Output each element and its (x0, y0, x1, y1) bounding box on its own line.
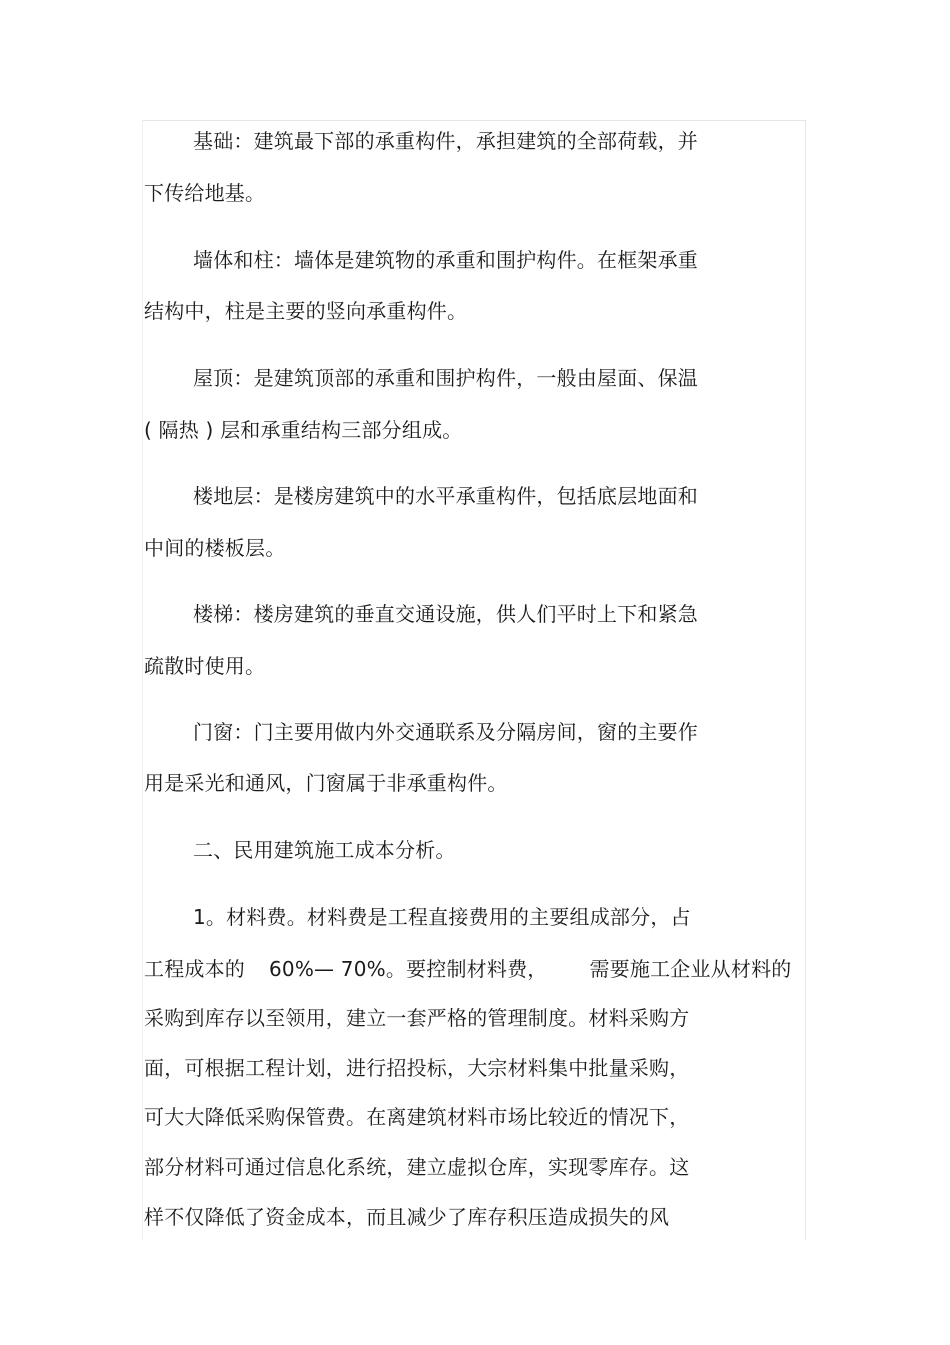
paragraph-material-cost-line-5: 可大大降低采购保管费。在离建筑材料市场比较近的情况下， (144, 1105, 690, 1129)
paragraph-material-cost-line-3: 采购到库存以至领用，建立一套严格的管理制度。材料采购方 (144, 1006, 690, 1030)
paragraph-material-cost-line-4: 面，可根据工程计划，进行招投标，大宗材料集中批量采购， (144, 1056, 690, 1080)
paragraph-material-cost-line-1: 1。材料费。材料费是工程直接费用的主要组成部分，占 (193, 905, 691, 929)
paragraph-floors-line-1: 楼地层：是楼房建筑中的水平承重构件，包括底层地面和 (193, 484, 698, 508)
line-segment-a: 工程成本的 (144, 957, 245, 981)
line-segment-c: 需要施工企业从材料的 (589, 957, 792, 981)
paragraph-roof-line-1: 屋顶：是建筑顶部的承重和围护构件，一般由屋面、保温 (193, 366, 698, 390)
paragraph-stairs-line-1: 楼梯：楼房建筑的垂直交通设施，供人们平时上下和紧急 (193, 602, 698, 626)
paragraph-walls-line-1: 墙体和柱：墙体是建筑物的承重和围护构件。在框架承重 (193, 248, 698, 272)
paragraph-doors-windows-line-2: 用是采光和通风，门窗属于非承重构件。 (144, 771, 508, 795)
paragraph-walls-line-2: 结构中，柱是主要的竖向承重构件。 (144, 299, 468, 323)
section-heading-cost-analysis: 二、民用建筑施工成本分析。 (193, 838, 456, 862)
paragraph-foundation-line-2: 下传给地基。 (144, 181, 266, 205)
paragraph-material-cost-line-2 (144, 957, 791, 981)
paragraph-stairs-line-2: 疏散时使用。 (144, 654, 266, 678)
paragraph-doors-windows-line-1: 门窗：门主要用做内外交通联系及分隔房间，窗的主要作 (193, 720, 698, 744)
paragraph-roof-line-2: ( 隔热 ) 层和承重结构三部分组成。 (144, 418, 463, 442)
paragraph-foundation-line-1: 基础：建筑最下部的承重构件，承担建筑的全部荷载，并 (193, 129, 698, 153)
line-segment-b: 60%— 70%。要控制材料费， (269, 957, 548, 981)
paragraph-floors-line-2: 中间的楼板层。 (144, 536, 286, 560)
page-frame-left-edge (142, 120, 143, 1240)
paragraph-material-cost-line-7: 样不仅降低了资金成本，而且减少了库存积压造成损失的风 (144, 1205, 670, 1229)
paragraph-material-cost-line-6: 部分材料可通过信息化系统，建立虚拟仓库，实现零库存。这 (144, 1155, 690, 1179)
